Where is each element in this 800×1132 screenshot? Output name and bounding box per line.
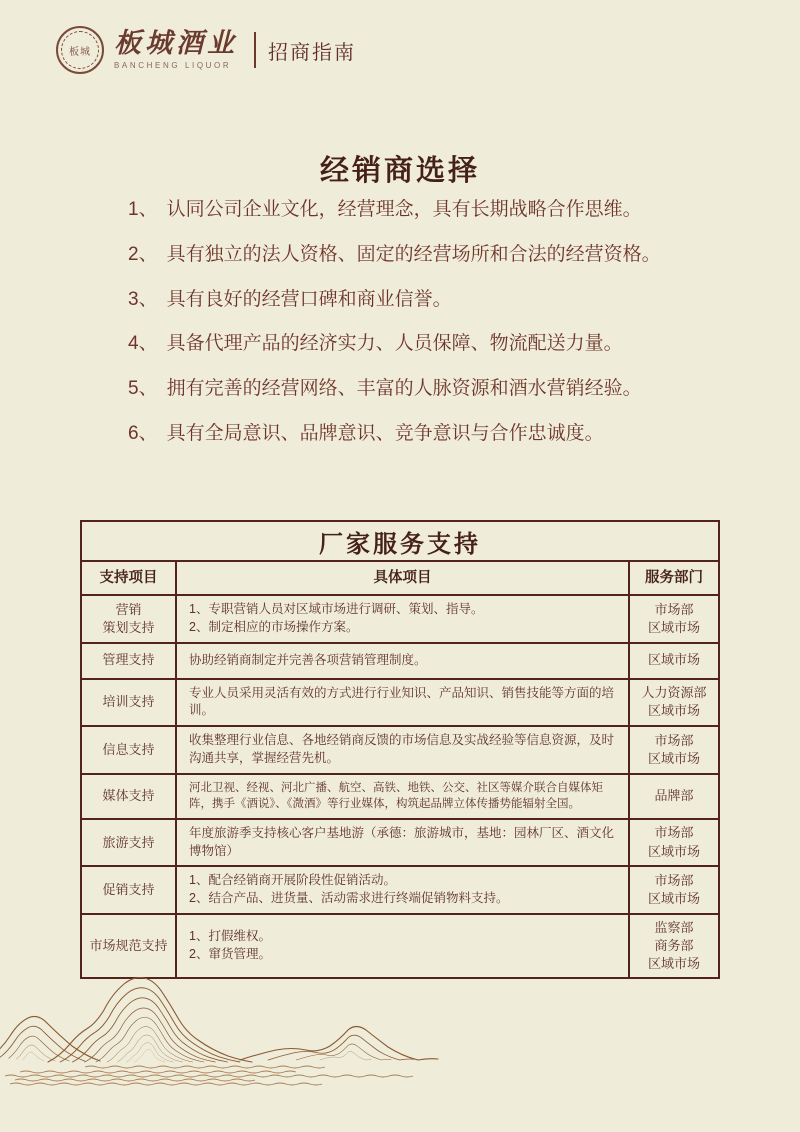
cell-line: 培训支持: [102, 694, 155, 710]
cell-line: 策划支持: [102, 619, 155, 635]
cell-line: 媒体支持: [102, 788, 155, 804]
table-row: [82, 775, 718, 820]
cell-line: 营销: [115, 601, 142, 617]
brand-name-cn: 板城酒业: [114, 28, 238, 58]
cell-line: 市场部: [654, 872, 694, 888]
cell-line: 市场部: [654, 825, 694, 841]
criteria-item-number: 4、: [128, 333, 158, 355]
cell-service-depts: [630, 820, 718, 866]
criteria-list: [128, 198, 728, 467]
table-header-row: [82, 562, 718, 596]
criteria-item: [128, 198, 728, 222]
cell-specific-items: [177, 867, 630, 913]
cell-line: 人力资源部: [641, 685, 707, 701]
cell-line: 区域市场: [647, 703, 700, 719]
cell-specific-items: [177, 820, 630, 866]
cell-service-depts: [630, 915, 718, 978]
cell-support-item: [82, 644, 177, 678]
header-divider: [254, 32, 256, 68]
cell-line: 旅游支持: [102, 834, 155, 850]
criteria-item: [128, 243, 728, 267]
cell-specific-items: [177, 680, 630, 726]
table-row: [82, 727, 718, 775]
table-row: [82, 820, 718, 868]
col-header-service-dept: 服务部门: [645, 569, 703, 586]
criteria-item-text: 具备代理产品的经济实力、人员保障、物流配送力量。: [166, 333, 623, 355]
table-body: [82, 596, 718, 977]
table-title: 厂家服务支持: [82, 522, 718, 562]
cell-service-depts: [630, 644, 718, 678]
cell-line: 2、制定相应的市场操作方案。: [189, 619, 359, 634]
cell-line: 市场部: [654, 601, 694, 617]
cell-line: 2、窜货管理。: [189, 947, 271, 962]
criteria-item-text: 拥有完善的经营网络、丰富的人脉资源和酒水营销经验。: [166, 378, 642, 399]
criteria-item-number: 6、: [128, 422, 158, 444]
table-row: [82, 867, 718, 915]
cell-specific-items: [177, 644, 630, 678]
table-row: [82, 644, 718, 680]
cell-line: 监察部: [654, 919, 694, 935]
header: [56, 26, 356, 74]
page-title: 经销商选择: [319, 155, 480, 187]
criteria-item: [128, 332, 728, 356]
cell-line: 年度旅游季支持核心客户基地游（承德：旅游城市，基地：园林厂区、酒文化博物馆）: [189, 825, 615, 858]
cell-line: 商务部: [654, 938, 694, 954]
cell-line: 市场规范支持: [89, 938, 168, 954]
cell-line: 区域市场: [647, 750, 700, 766]
cell-specific-items: [177, 775, 630, 818]
cell-service-depts: [630, 680, 718, 726]
cell-specific-items: [177, 596, 630, 642]
cell-line: 收集整理行业信息、各地经销商反馈的市场信息及实战经验等信息资源，及时沟通共享，掌握经营先机。: [189, 733, 615, 765]
criteria-item-text: 具有独立的法人资格、固定的经营场所和合法的经营资格。: [166, 243, 661, 265]
cell-line: 区域市场: [647, 956, 700, 972]
cell-line: 市场部: [654, 732, 694, 748]
cell-line: 2、结合产品、进货量、活动需求进行终端促销物料支持。: [189, 891, 509, 906]
cell-support-item: [82, 596, 177, 642]
criteria-item: [128, 377, 728, 401]
cell-line: 管理支持: [102, 652, 155, 668]
table-row: [82, 680, 718, 728]
seal-text: 板城: [69, 46, 91, 58]
cell-specific-items: [177, 727, 630, 773]
cell-service-depts: [630, 596, 718, 642]
criteria-item: [128, 422, 728, 446]
cell-line: 促销支持: [102, 882, 155, 897]
col-header-specific-item: 具体项目: [177, 562, 630, 594]
cell-line: 1、打假维权。: [189, 929, 271, 944]
cell-support-item: [82, 820, 177, 866]
cell-line: 信息支持: [102, 741, 155, 757]
cell-line: 河北卫视、经视、河北广播、航空、高铁、地铁、公交、社区等媒介联合自媒体矩阵，携手《酒说》、《溦酒》等行业媒体，构筑起品牌立体传播势能辐射全国。: [189, 781, 603, 811]
brand-seal-icon: [56, 26, 104, 74]
criteria-item-number: 5、: [128, 378, 158, 399]
cell-support-item: [82, 867, 177, 913]
brand-name-en: BANCHENG LIQUOR: [114, 61, 232, 70]
criteria-item-number: 2、: [128, 243, 158, 265]
brand-name-block: [114, 30, 238, 70]
cell-support-item: [82, 680, 177, 726]
service-support-table: [80, 520, 720, 979]
cell-service-depts: [630, 867, 718, 913]
col-header-support-item: 支持项目: [82, 562, 177, 594]
criteria-item-text: 认同公司企业文化，经营理念，具有长期战略合作思维。: [166, 199, 642, 220]
cell-line: 1、专职营销人员对区域市场进行调研、策划、指导。: [189, 602, 484, 616]
mountain-line-art: [0, 968, 540, 1090]
criteria-item-text: 具有良好的经营口碑和商业信誉。: [166, 288, 452, 310]
cell-line: 区域市场: [647, 843, 700, 859]
cell-line: 协助经销商制定并完善各项营销管理制度。: [189, 652, 427, 667]
cell-line: 1、配合经销商开展阶段性促销活动。: [189, 873, 396, 888]
cell-line: 区域市场: [647, 652, 700, 668]
cell-support-item: [82, 727, 177, 773]
criteria-item-number: 1、: [128, 199, 158, 220]
cell-support-item: [82, 775, 177, 818]
cell-line: 区域市场: [647, 619, 700, 635]
criteria-item-number: 3、: [128, 288, 158, 310]
doc-title: 招商指南: [268, 41, 356, 64]
cell-service-depts: [630, 727, 718, 773]
cell-line: 品牌部: [654, 788, 694, 804]
cell-service-depts: [630, 775, 718, 818]
table-row: [82, 596, 718, 644]
criteria-item: [128, 288, 728, 312]
criteria-item-text: 具有全局意识、品牌意识、竞争意识与合作忠诚度。: [166, 422, 604, 444]
cell-line: 区域市场: [647, 891, 700, 907]
cell-line: 专业人员采用灵活有效的方式进行行业知识、产品知识、销售技能等方面的培训。: [189, 685, 615, 718]
